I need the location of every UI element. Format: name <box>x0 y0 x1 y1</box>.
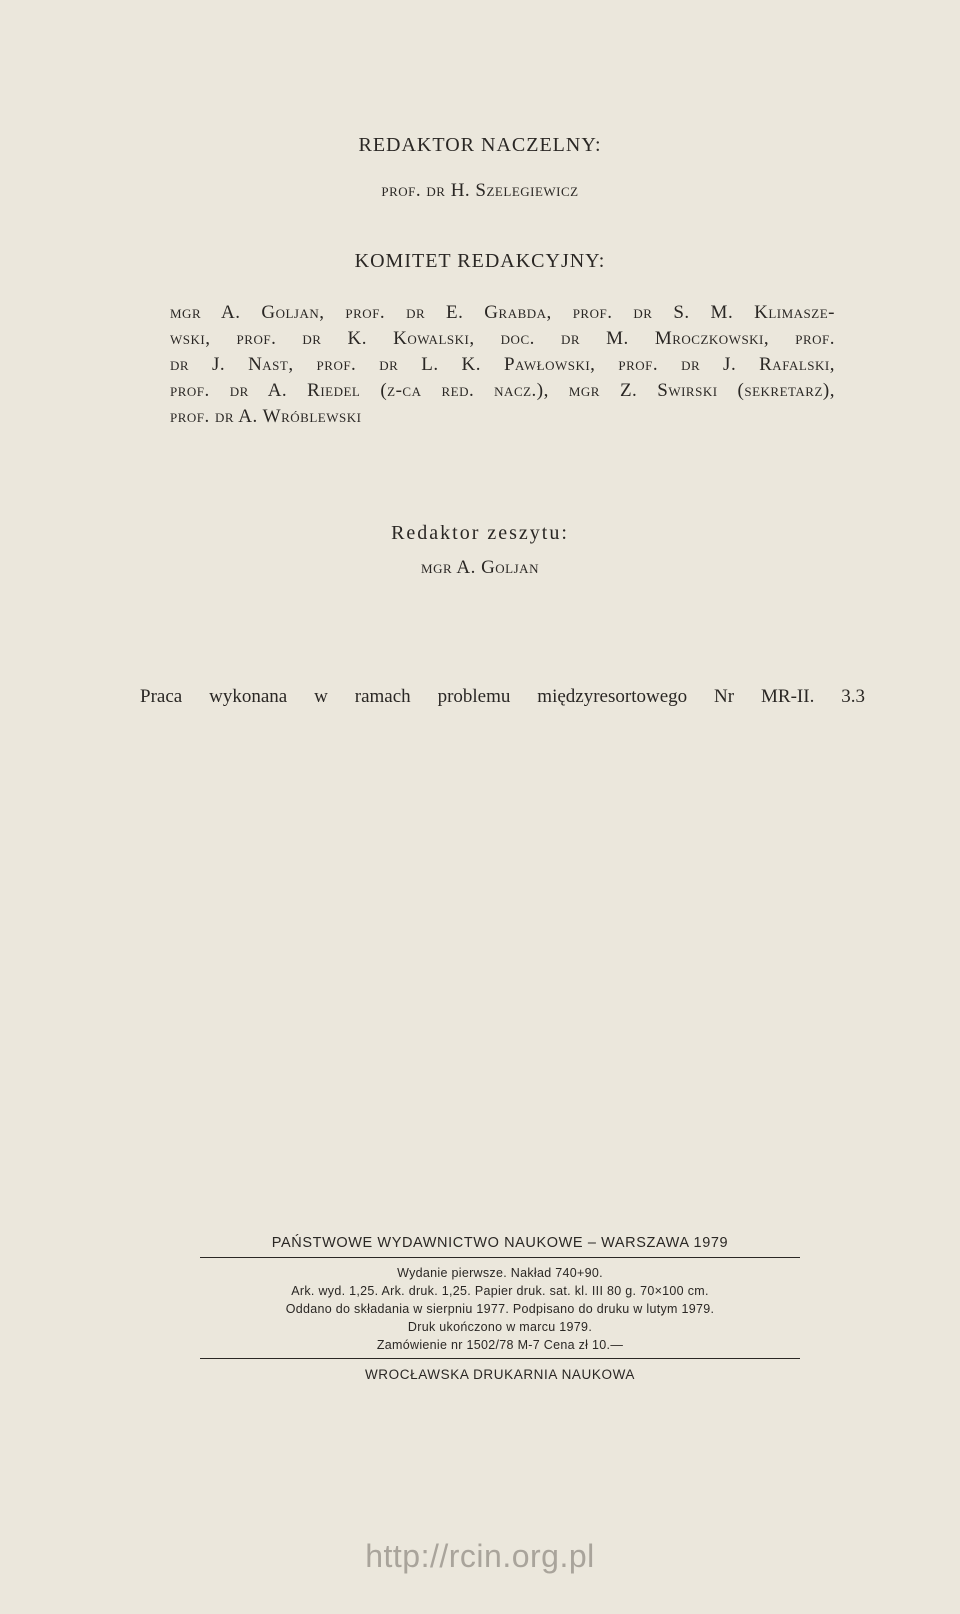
imprint-block <box>200 1233 800 1385</box>
imprint-detail-line: Druk ukończono w marcu 1979. <box>407 1320 593 1334</box>
work-note: Praca wykonana w ramach problemu międzyresortowego Nr MR-II. 3.3 <box>140 686 865 707</box>
chief-editor-name: prof. dr H. Szelegiewicz <box>381 180 579 201</box>
committee-line: wski, prof. dr K. Kowalski, doc. dr M. Mroczkowski, prof. <box>170 328 835 349</box>
publisher-line: PAŃSTWOWE WYDAWNICTWO NAUKOWE – WARSZAWA 1979 <box>271 1235 729 1251</box>
imprint-rule-bottom <box>200 1358 800 1359</box>
imprint-details <box>200 1264 800 1354</box>
watermark-url: http://rcin.org.pl <box>365 1538 595 1574</box>
issue-editor-name: mgr A. Goljan <box>421 557 539 578</box>
committee-line: prof. dr A. Riedel (z-ca red. nacz.), mgr Z. Swirski (sekretarz), <box>170 380 835 401</box>
committee-line: mgr A. Goljan, prof. dr E. Grabda, prof. dr S. M. Klimasze- <box>170 302 835 323</box>
committee-line: prof. dr A. Wróblewski <box>170 406 362 427</box>
imprint-detail-line: Zamówienie nr 1502/78 M-7 Cena zł 10.— <box>376 1338 624 1352</box>
imprint-rule-top <box>200 1257 800 1258</box>
imprint-detail-line: Oddano do składania w sierpniu 1977. Podpisano do druku w lutym 1979. <box>285 1302 715 1316</box>
issue-editor-heading: Redaktor zeszytu: <box>391 522 569 544</box>
imprint-detail-line: Ark. wyd. 1,25. Ark. druk. 1,25. Papier druk. sat. kl. III 80 g. 70×100 cm. <box>291 1284 709 1298</box>
printer-line: WROCŁAWSKA DRUKARNIA NAUKOWA <box>364 1367 636 1382</box>
imprint-detail-line: Wydanie pierwsze. Nakład 740+90. <box>397 1266 603 1280</box>
committee-line: dr J. Nast, prof. dr L. K. Pawłowski, prof. dr J. Rafalski, <box>170 354 835 375</box>
committee-members <box>170 300 835 430</box>
chief-editor-heading: REDAKTOR NACZELNY: <box>358 134 602 156</box>
committee-heading: KOMITET REDAKCYJNY: <box>354 250 606 272</box>
